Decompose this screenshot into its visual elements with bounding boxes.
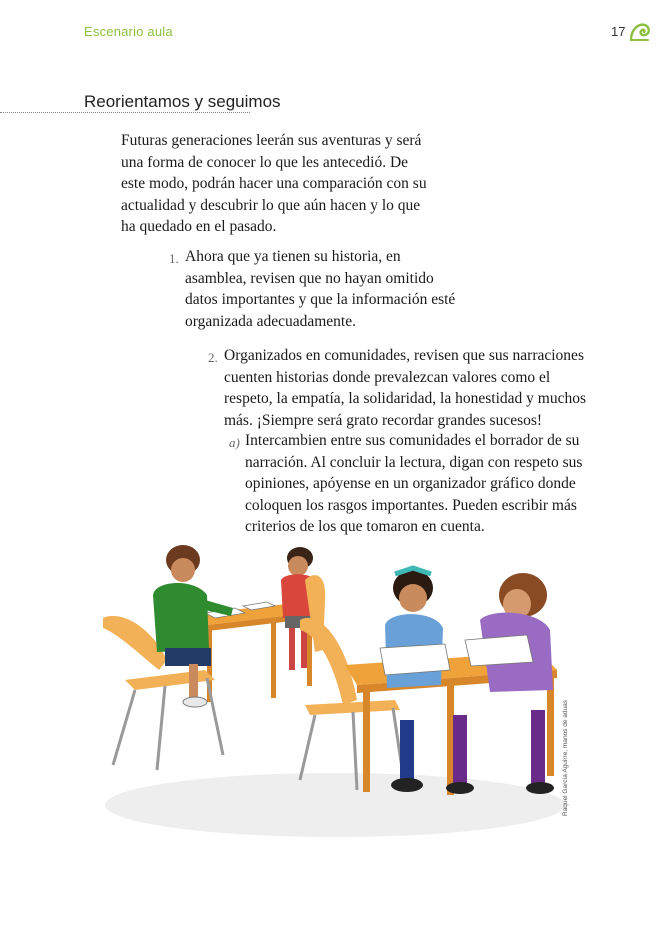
substep-marker: a) (229, 435, 240, 450)
step-line: más. ¡Siempre será grato recordar grandes sucesos! (224, 411, 543, 429)
classroom-illustration (95, 540, 575, 840)
illustration-credit: Raquel García Aguirre, manos de aduas (562, 700, 569, 816)
intro-paragraph (121, 130, 427, 238)
intro-line: actualidad y descubrir lo que aún hacen y lo que (121, 196, 421, 214)
step-number: 1. (169, 251, 179, 266)
step-line: organizada adecuadamente. (185, 312, 356, 330)
intro-line: Futuras generaciones leerán sus aventuras y será (121, 132, 422, 149)
page-number: 17 (611, 24, 626, 39)
intro-line: una forma de conocer lo que les antecedió. De (121, 153, 409, 171)
step-line: Organizados en comunidades, revisen que sus narraciones (224, 347, 584, 364)
substep-line: opiniones, apóyense en un organizador gráfico donde (245, 475, 576, 492)
illustration-credit-wrapper (562, 700, 572, 936)
step-line: cuenten historias donde prevalezcan valores como el (224, 368, 551, 386)
substep-line: criterios de los que tomaron en cuenta. (245, 518, 485, 535)
step-line: datos importantes y que la información esté (185, 291, 456, 308)
step-number: 2. (208, 350, 218, 365)
section-title: Reorientamos y seguimos (84, 92, 281, 111)
substep-line: Intercambien entre sus comunidades el borrador de su (245, 432, 580, 449)
step-1 (169, 246, 456, 332)
step-2 (208, 345, 586, 431)
intro-line: ha quedado en el pasado. (121, 218, 277, 235)
substep-line: narración. Al concluir la lectura, digan con respeto sus (245, 453, 583, 471)
step-line: Ahora que ya tienen su historia, en (185, 248, 401, 265)
girl-blue-dress (380, 568, 450, 792)
substep-a (229, 430, 583, 538)
title-divider (0, 112, 250, 113)
step-line: asamblea, revisen que no hayan omitido (185, 269, 434, 287)
section-label: Escenario aula (84, 24, 173, 39)
intro-line: este modo, podrán hacer una comparación con su (121, 175, 427, 192)
step-line: respeto, la empatía, la solidaridad, la honestidad y muchos (224, 390, 586, 407)
spiral-icon (628, 20, 652, 44)
substep-line: coloquen los rasgos importantes. Pueden escribir más (245, 496, 577, 514)
